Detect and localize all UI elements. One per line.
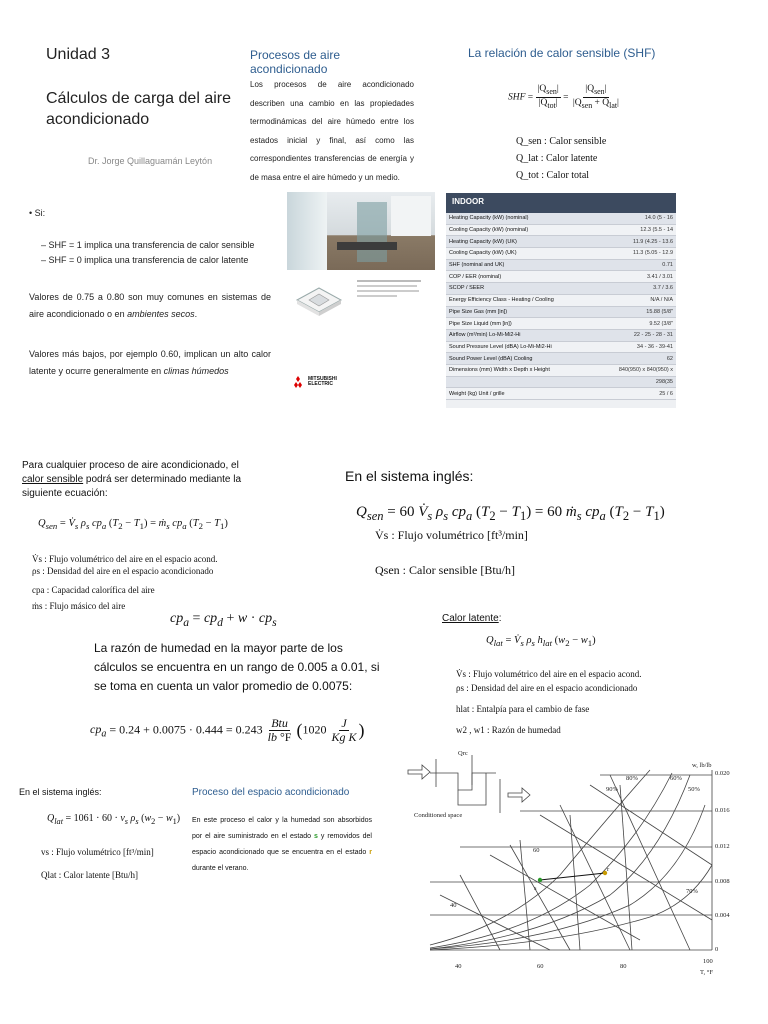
slide-title: Proceso del espacio acondicionado [192,787,350,798]
sub-bullet-1: – SHF = 1 implica una transferencia de calor sensible [41,240,255,250]
legend-qsen: Q_sen : Calor sensible [516,136,607,147]
process-text: En este proceso el calor y la humedad son absorbidos por el aire suministrado en el estado s y removidos del espacio acondicionado que se encuentra en el estado r durante el verano. [192,817,372,872]
spec-value: N/A / N/A [595,294,676,306]
spec-row [446,259,676,271]
space-label: Conditioned space [414,812,463,819]
legend-densidad: ρs : Densidad del aire en el espacio acondicionado [32,566,214,576]
slide-shf-values [25,198,275,398]
spec-row [446,353,676,365]
spec-value: 0.71 [595,259,676,271]
slide-sistema-ingles-latente [15,783,190,893]
slide-calor-latente [430,605,690,755]
t-tick-100: 100 [703,958,713,965]
title: Cálculos de carga del aire acondicionado [46,90,231,128]
rh-label-60: 60% [670,775,682,782]
spec-label: Cooling Capacity (kW) (nominal) [446,224,595,236]
legend-flujo-vol: V̇s : Flujo volumétrico del aire en el espacio acond. [32,554,218,564]
spec-value: 3.41 / 3.01 [595,271,676,283]
humidity-text: La razón de humedad en la mayor parte de los cálculos se encuentra en un rango de 0.005 a 0.01, si se toma en cuenta un valor promedio de 0.0075: [94,641,380,693]
spec-value: 22 - 25 - 28 - 31 [595,329,676,341]
legend-vs: V̇s : Flujo volumétrico [ft³/min] [375,528,528,542]
spec-value: 298(35 [595,376,676,388]
spec-row [446,318,676,330]
slide-espacio-acondicionado [190,783,375,893]
spec-row [446,294,676,306]
spec-label [446,376,595,388]
legend-densidad: ρs : Densidad del aire en el espacio acondicionado [456,683,638,693]
spec-value: 62 [595,353,676,365]
legend-qlat: Qlat : Calor latente [Btu/h] [41,870,138,880]
t-axis-title: T, °F [700,969,713,976]
t-tick-60: 60 [537,963,544,970]
legend-flujo-vol: V̇s : Flujo volumétrico del aire en el espacio acond. [456,669,642,679]
spec-row [446,248,676,260]
w-axis-title: w, lb/lb [692,762,712,769]
spec-label: Energy Efficiency Class - Heating / Cooling [446,294,595,306]
state-s-point [538,878,542,882]
spec-row [446,364,676,376]
point-r-label: r [607,866,610,873]
qsen-equation: $Q_{sen}$ = $V̇_s$ $\rho_s$ $cp_a$ $(T_2 - T_1)$ = ṁ$_s$ $cp_a$ $(T_2 - T_1)$ [38,518,228,532]
wb-label-40: 40 [450,902,457,909]
spec-label: Heating Capacity (kW) (UK) [446,236,595,248]
spec-row [446,283,676,295]
spec-row [446,306,676,318]
spec-label: Weight (kg) Unit / grille [446,388,595,400]
mitsubishi-logo: MITSUBISHI ELECTRIC [291,376,338,388]
rh-label-90: 90% [606,786,618,793]
legend-cpa: cpa : Capacidad calorífica del aire [32,585,155,595]
t-tick-40: 40 [455,963,462,970]
slide-unit-title [0,30,250,180]
psychrometric-chart [400,745,730,980]
spec-row [446,376,676,388]
spec-label: Airflow (m³/min) Lo-Mi-Mi2-Hi [446,329,595,341]
cpa-value-equation: $cp_a = 0.24 + 0.0075 \cdot 0.444 = 0.243$ $\frac{\text{Btu}}{lb ^\circ F}$ (1020 $\frac{J}{\text{Kg K}}$ ) [90,716,365,745]
diamond-logo-icon [291,376,305,388]
slide-procesos [248,40,420,185]
spec-row [446,341,676,353]
sub-bullet-2: – SHF = 0 implica una transferencia de calor latente [41,255,249,265]
w-tick-0012: 0.012 [715,843,730,850]
spec-value: 15.88 (5/8" [595,306,676,318]
legend-vs: vs : Flujo volumétrico [ft³/min] [41,847,154,857]
spec-row [446,329,676,341]
spec-label: SHF (nominal and UK) [446,259,595,271]
slide-cpa [80,605,380,765]
w-tick-0: 0 [715,946,719,953]
spec-row [446,271,676,283]
spec-value: 3.7 / 3.6 [595,283,676,295]
slide-sensible [18,455,280,611]
qlat-english-equation: $Q_{lat} = 1061 \cdot 60 \cdot v_s$ $\rho_s$ $(w_2 - w_1)$ [47,813,181,826]
office-photo [287,192,435,270]
shf-equation: SHF = $\frac{|Q_{sen}|}{|Q_{tot}|}$ = $\frac{|Q_{sen}|}{|Q_{sen} + Q_{lat}|}$ [508,84,619,110]
psychrometric-chart-svg [400,745,730,980]
spec-table [446,193,676,408]
slide-title: En el sistema inglés: [19,787,102,797]
spec-value: 840(950) x 840(950) x [595,364,676,376]
legend-qtot: Q_tot : Calor total [516,170,590,181]
qrc-label: Qrc [458,750,468,757]
spec-label: COP / EER (nominal) [446,271,595,283]
slide-shf [460,40,680,185]
paragraph-humid: Valores más bajos, por ejemplo 0.60, implican un alto calor latente y ocurre generalmente en climas húmedos [29,349,271,376]
cassette-photo [293,278,345,324]
rh-label-70: 70% [686,888,698,895]
rh-label-80: 80% [626,775,638,782]
wb-label-60: 60 [533,847,540,854]
slide-sistema-ingles-sensible [330,460,690,595]
qsen-english-equation: $Q_{sen} = 60$ $V̇_s$ $\rho_s$ $cp_a$ $(T_2 - T_1) = 60$ ṁ$_s$ $cp_a$ $(T_2 - T_1)$ [356,504,665,523]
spec-value: 11.9 (4.25 - 13.6 [595,236,676,248]
spec-value: 9.52 (3/8" [595,318,676,330]
brochure-text [357,276,429,310]
bullet-si: • Si: [29,208,46,218]
spec-label: SCOP / SEER [446,283,595,295]
spec-value: 14.0 (5 - 16 [595,213,676,224]
slide-title: En el sistema inglés: [345,468,474,484]
spec-label: Heating Capacity (kW) (nominal) [446,213,595,224]
cpa-equation: $cp_a = cp_d + w \cdot cp_s$ [170,611,277,629]
w-tick-0020: 0.020 [715,770,730,777]
spec-label: Cooling Capacity (kW) (UK) [446,248,595,260]
spec-table-header: INDOOR [446,193,676,213]
point-s-label: s [534,885,537,892]
spec-row [446,236,676,248]
w-tick-0004: 0.004 [715,912,730,919]
spec-label: Sound Pressure Level (dBA) Lo-Mi-Mi2-Hi [446,341,595,353]
w-tick-0016: 0.016 [715,807,730,814]
rh-label-50: 50% [688,786,700,793]
unit-label: Unidad 3 [46,46,111,63]
legend-qlat: Q_lat : Calor latente [516,153,598,164]
slide-title: La relación de calor sensible (SHF) [468,46,656,60]
intro-text: Para cualquier proceso de aire acondicionado, el calor sensible podrá ser determinado mediante la siguiente ecuación: [22,460,242,499]
legend-qsen: Qsen : Calor sensible [Btu/h] [375,563,515,577]
paragraph-dry: Valores de 0.75 a 0.80 son muy comunes en sistemas de aire acondicionado o en ambientes secos. [29,292,271,319]
spec-label: Dimensions (mm) Width x Depth x Height [446,364,595,376]
spec-table-body [446,213,676,400]
spec-label: Sound Power Level (dBA) Cooling [446,353,595,365]
spec-row [446,388,676,400]
spec-value: 12.3 (5.5 - 14 [595,224,676,236]
legend-hlat: hlat : Entalpía para el cambio de fase [456,704,590,714]
spec-label: Pipe Size Gas (mm [in]) [446,306,595,318]
slide-title: Procesos de aire acondicionado [250,48,341,76]
spec-value: 11.3 (5.05 - 12.9 [595,248,676,260]
spec-row [446,213,676,224]
t-tick-80: 80 [620,963,627,970]
slide-product [283,190,443,400]
spec-label: Pipe Size Liquid (mm [in]) [446,318,595,330]
author: Dr. Jorge Quillaguamán Leytón [88,156,213,166]
legend-w: w2 , w1 : Razón de humedad [456,725,561,735]
slide-title: Calor latente: [442,613,502,624]
qlat-equation: $Q_{lat}$ = $V̇_s$ $\rho_s$ $h_{lat}$ $(w_2 - w_1)$ [486,635,596,649]
w-tick-0008: 0.008 [715,878,730,885]
spec-row [446,224,676,236]
spec-value: 25 / 6 [595,388,676,400]
body-text: Los procesos de aire acondicionado describen una cambio en las propiedades termodinámicas del aire húmedo entre los estados inicial y final, así como las correspondientes transferencias de energía y de masa entre el aire húmedo y un medio. [250,80,414,182]
legend-flujo-masico: ṁs : Flujo másico del aire [32,601,126,611]
spec-value: 34 - 36 - 39-41 [595,341,676,353]
